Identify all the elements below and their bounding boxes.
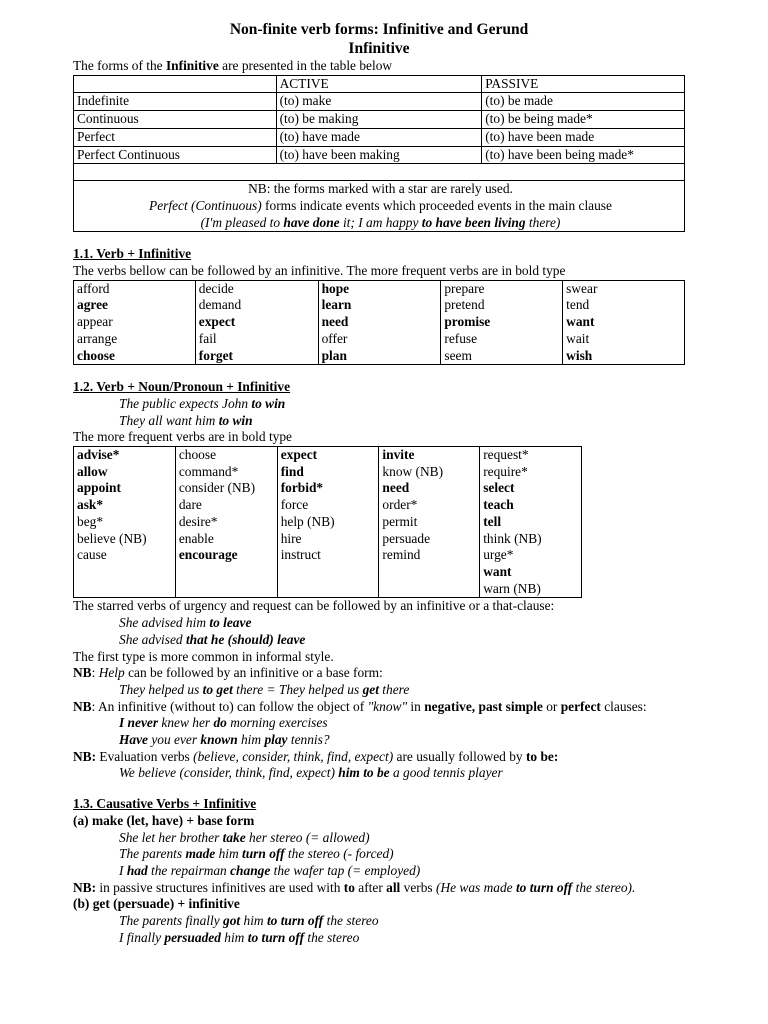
- table-row: [74, 280, 685, 365]
- verb-item: require*: [483, 463, 528, 479]
- verb-item: allow: [77, 463, 108, 479]
- verb-item: promise: [444, 314, 491, 330]
- verb-item: swear: [566, 280, 598, 296]
- example-line: She advised that he (should) leave: [119, 631, 306, 647]
- starred-note: The starred verbs of urgency and request can be followed by an infinitive or a that-clause:: [73, 598, 555, 614]
- table-spacer-row: [74, 164, 685, 181]
- intro-line: The forms of the Infinitive are presented in the table below: [73, 58, 393, 73]
- verb-item: want: [566, 314, 595, 330]
- verb-item: advise*: [77, 447, 120, 463]
- verb-column: [318, 280, 441, 365]
- verb-item: tend: [566, 297, 590, 313]
- verb-item: appoint: [77, 480, 121, 496]
- verb-item: appear: [77, 314, 113, 330]
- example-line: We believe (consider, think, find, expect) him to be a good tennis player: [119, 765, 503, 781]
- verb-item: prepare: [444, 280, 485, 296]
- example-line: She let her brother take her stereo (= allowed): [119, 829, 370, 845]
- verb-item: consider (NB): [178, 480, 256, 496]
- example-line: She advised him to leave: [119, 615, 252, 631]
- example-line: I never knew her do morning exercises: [119, 715, 328, 731]
- page-title: Non-finite verb forms: Infinitive and Gerund: [229, 21, 529, 38]
- table-row: Continuous (to) be making (to) be being made*: [74, 111, 685, 129]
- verb-item: arrange: [77, 330, 118, 346]
- verb-item: order*: [382, 497, 418, 513]
- verb-column: [74, 447, 176, 598]
- verb-item: choose: [178, 447, 217, 463]
- verb-item: persuade: [382, 530, 431, 546]
- verb-column: [563, 280, 685, 365]
- verb-item: need: [321, 314, 349, 330]
- verb-item: think (NB): [483, 530, 542, 546]
- example-line: They helped us to get there = They helped us get there: [119, 681, 410, 697]
- section-heading-1-3: 1.3. Causative Verbs + Infinitive: [73, 796, 257, 812]
- verb-item: agree: [77, 297, 108, 313]
- nb-passive: NB: in passive structures infinitives are used with to after all verbs (He was made to turn off the stereo).: [73, 879, 636, 895]
- verb-item: help (NB): [280, 513, 335, 529]
- page-subtitle: Infinitive: [348, 40, 410, 57]
- verb-item: forget: [198, 347, 233, 363]
- verb-item: fail: [198, 330, 217, 346]
- forms-table-header: [74, 75, 685, 93]
- verb-item: cause: [77, 547, 107, 563]
- verb-item: hope: [321, 280, 350, 296]
- verb-item: believe (NB): [77, 530, 147, 546]
- section-heading-1-2: 1.2. Verb + Noun/Pronoun + Infinitive: [73, 379, 291, 395]
- subheading-a: (a) make (let, have) + base form: [73, 812, 255, 828]
- verb-item: find: [280, 463, 304, 479]
- verb-item: select: [483, 480, 515, 496]
- verb-item: encourage: [178, 547, 238, 563]
- header-active: ACTIVE: [276, 75, 482, 93]
- subheading-b: (b) get (persuade) + infinitive: [73, 896, 240, 912]
- verb-item: hire: [280, 530, 302, 546]
- verb-item: beg*: [77, 513, 104, 529]
- verb-item: urge*: [483, 547, 514, 563]
- example-line: The public expects John to win: [119, 395, 286, 411]
- verb-item: demand: [198, 297, 242, 313]
- verb-item: refuse: [444, 330, 478, 346]
- verb-item: force: [280, 497, 309, 513]
- table-row: Perfect Continuous (to) have been making (to) have been being made*: [74, 146, 685, 164]
- note-example: (I'm pleased to have done it; I am happy to have been living there): [200, 214, 561, 230]
- verb-item: pretend: [444, 297, 485, 313]
- forms-table: [73, 75, 685, 233]
- verb-item: afford: [77, 280, 110, 296]
- section-intro: The more frequent verbs are in bold type: [73, 429, 293, 445]
- verb-column: [175, 447, 277, 598]
- verb-item: seem: [444, 347, 472, 363]
- verb-item: remind: [382, 547, 421, 563]
- verb-item: want: [483, 563, 512, 579]
- verb-item: know (NB): [382, 463, 444, 479]
- verb-column: [441, 280, 563, 365]
- example-line: The parents made him turn off the stereo (- forced): [119, 846, 394, 862]
- document-page: [73, 20, 685, 946]
- verb-item: forbid*: [280, 480, 324, 496]
- table-row: [74, 447, 582, 598]
- verb-item: choose: [77, 347, 115, 363]
- verb-item: enable: [178, 530, 214, 546]
- table-row: Indefinite (to) make (to) be made: [74, 93, 685, 111]
- verb-column: [74, 280, 196, 365]
- verb-infinitive-table: [73, 280, 685, 366]
- verb-item: warn (NB): [483, 580, 541, 596]
- note-star: NB: the forms marked with a star are rarely used.: [248, 181, 513, 197]
- nb-help: NB: Help can be followed by an infinitive or a base form:: [73, 665, 383, 681]
- verb-item: dare: [178, 497, 202, 513]
- verb-column: [480, 447, 582, 598]
- verb-item: tell: [483, 513, 502, 529]
- verb-item: teach: [483, 497, 514, 513]
- informal-note: The first type is more common in informal style.: [73, 648, 334, 664]
- verb-item: wait: [566, 330, 590, 346]
- nb-know: NB: An infinitive (without to) can follow the object of "know" in negative, past simple or perfect clauses:: [73, 698, 647, 714]
- table-row: Perfect (to) have made (to) have been made: [74, 128, 685, 146]
- section-intro: The verbs bellow can be followed by an infinitive. The more frequent verbs are in bold type: [73, 263, 566, 279]
- note-perfect: Perfect (Continuous) forms indicate events which proceeded events in the main clause: [149, 197, 612, 213]
- example-line: I finally persuaded him to turn off the stereo: [119, 929, 360, 945]
- nb-evaluation: NB: Evaluation verbs (believe, consider, think, find, expect) are usually followed by to be:: [73, 748, 559, 764]
- example-line: The parents finally got him to turn off the stereo: [119, 913, 379, 929]
- example-line: They all want him to win: [119, 412, 253, 428]
- table-note-row: [74, 181, 685, 232]
- verb-item: expect: [280, 447, 318, 463]
- verb-item: decide: [198, 280, 234, 296]
- verb-column: [379, 447, 480, 598]
- verb-column: [195, 280, 318, 365]
- verb-item: offer: [321, 330, 348, 346]
- verb-item: desire*: [178, 513, 218, 529]
- verb-item: request*: [483, 447, 529, 463]
- verb-item: plan: [321, 347, 347, 363]
- verb-noun-infinitive-table: [73, 446, 582, 598]
- header-passive: PASSIVE: [482, 75, 685, 93]
- verb-item: ask*: [77, 497, 104, 513]
- verb-column: [277, 447, 379, 598]
- verb-item: wish: [566, 347, 593, 363]
- example-line: I had the repairman change the wafer tap (= employed): [119, 862, 421, 878]
- verb-item: expect: [198, 314, 236, 330]
- verb-item: instruct: [280, 547, 321, 563]
- verb-item: invite: [382, 447, 415, 463]
- verb-item: need: [382, 480, 410, 496]
- section-heading-1-1: 1.1. Verb + Infinitive: [73, 246, 192, 262]
- example-line: Have you ever known him play tennis?: [119, 732, 330, 748]
- verb-item: learn: [321, 297, 352, 313]
- verb-item: permit: [382, 513, 418, 529]
- verb-item: command*: [178, 463, 239, 479]
